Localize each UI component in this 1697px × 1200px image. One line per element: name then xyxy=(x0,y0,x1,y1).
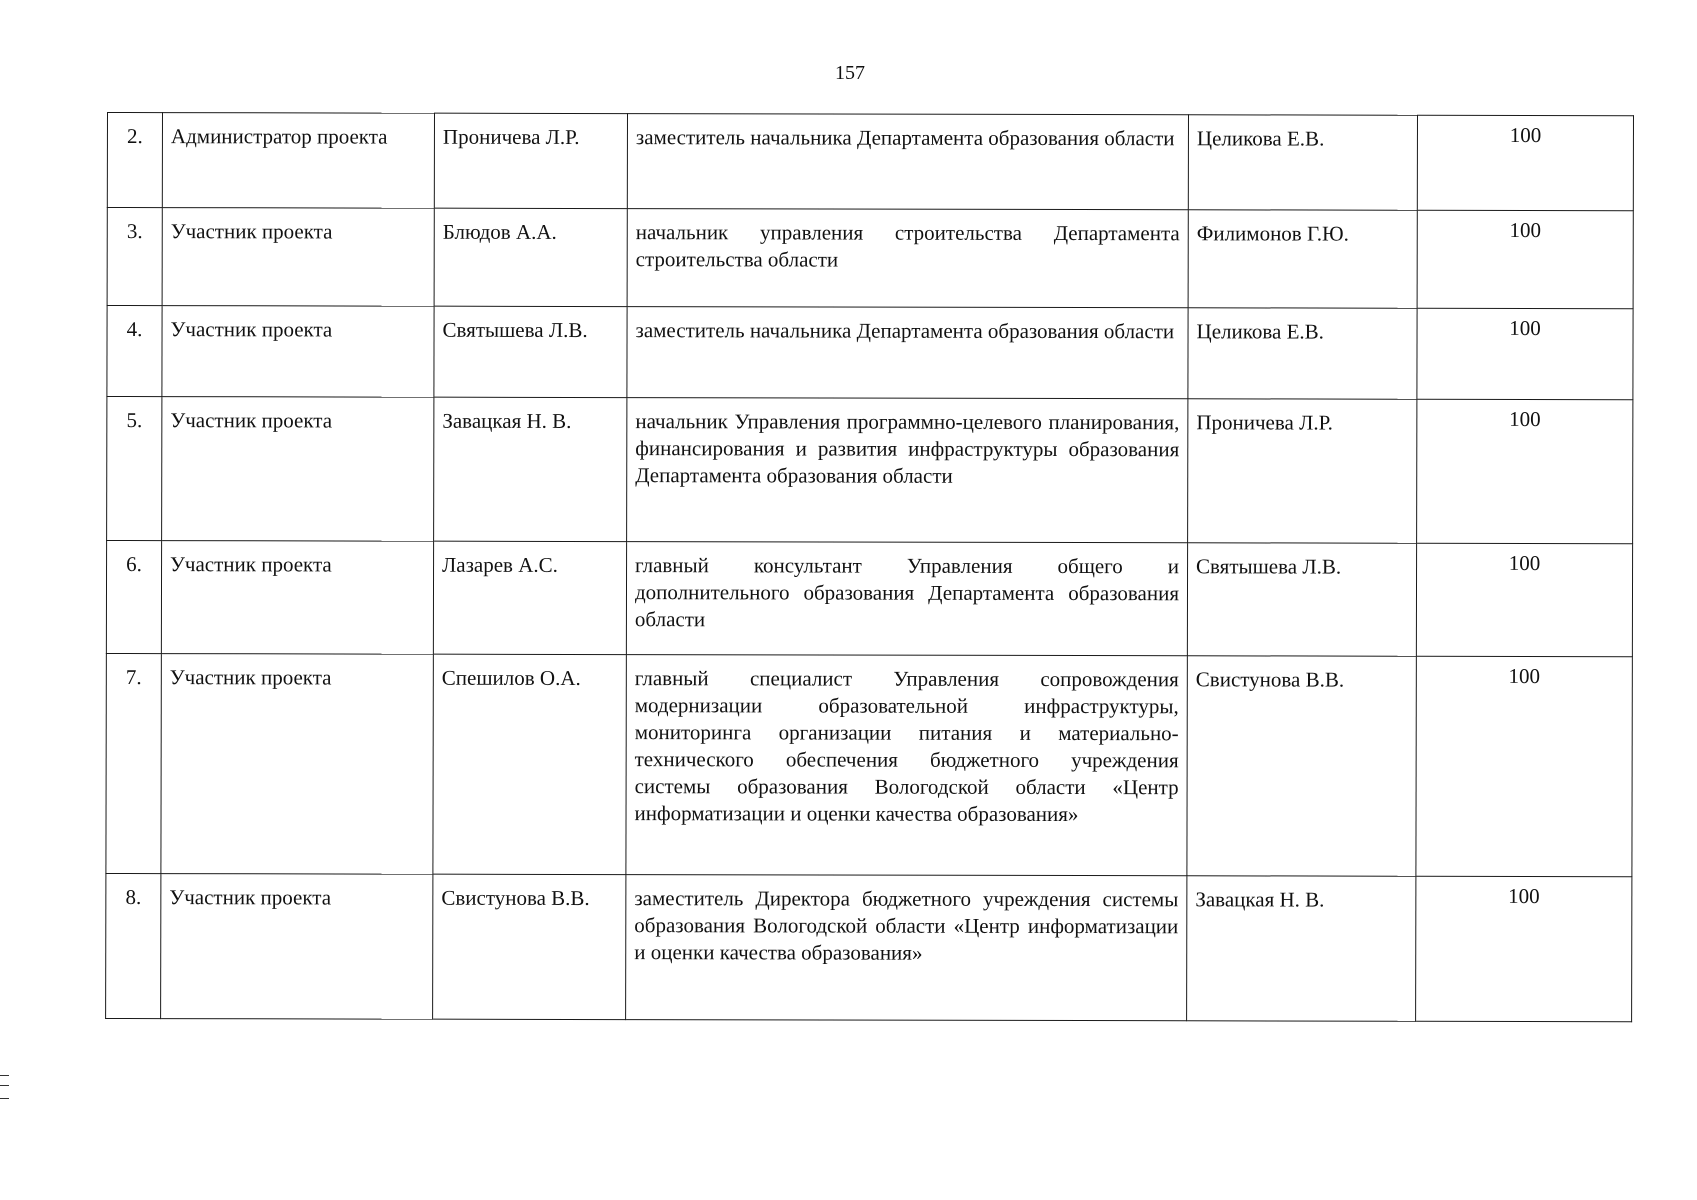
supervisor-cell: Святышева Л.В. xyxy=(1187,543,1416,656)
supervisor-cell: Целикова Е.В. xyxy=(1188,115,1417,210)
table-row xyxy=(107,306,1633,400)
name-cell: Лазарев А.С. xyxy=(433,541,626,654)
position-cell: начальник Управления программно-целевого планирования, финансирования и развития инфраструктуры образования Департамента образования области xyxy=(627,398,1188,543)
supervisor-cell: Завацкая Н. В. xyxy=(1187,876,1416,1021)
row-number: 6. xyxy=(106,541,161,654)
name-cell: Святышева Л.В. xyxy=(434,306,627,397)
supervisor-cell: Проничева Л.Р. xyxy=(1188,399,1417,543)
table-row xyxy=(106,653,1632,876)
role-cell: Участник проекта xyxy=(161,654,433,875)
row-number: 5. xyxy=(107,397,162,541)
project-team-table xyxy=(105,112,1634,1022)
role-cell: Участник проекта xyxy=(161,541,433,655)
name-cell: Блюдов А.А. xyxy=(434,208,627,306)
role-cell: Участник проекта xyxy=(162,208,434,307)
role-cell: Участник проекта xyxy=(161,874,433,1020)
share-cell: 100 xyxy=(1416,656,1632,876)
position-cell: заместитель Директора бюджетного учреждения системы образования Вологодской области «Центр информатизации и оценки качества образования» xyxy=(626,875,1187,1021)
supervisor-cell: Филимонов Г.Ю. xyxy=(1188,210,1417,308)
table-row xyxy=(106,873,1632,1021)
page-number: 157 xyxy=(835,62,865,84)
share-cell: 100 xyxy=(1417,308,1633,399)
role-cell: Администратор проекта xyxy=(162,113,434,209)
margin-mark xyxy=(0,1075,9,1099)
position-cell: главный консультант Управления общего и дополнительного образования Департамента образования области xyxy=(626,542,1187,656)
row-number: 3. xyxy=(107,208,162,306)
share-cell: 100 xyxy=(1416,876,1632,1021)
name-cell: Проничева Л.Р. xyxy=(434,113,627,208)
role-cell: Участник проекта xyxy=(162,306,434,398)
position-cell: заместитель начальника Департамента образования области xyxy=(627,307,1188,399)
project-team-table-wrapper xyxy=(105,112,1633,1022)
row-number: 7. xyxy=(106,653,161,873)
table-row xyxy=(106,541,1632,657)
table-row xyxy=(107,397,1633,544)
table-row xyxy=(107,208,1633,309)
row-number: 4. xyxy=(107,306,162,397)
table-row xyxy=(107,113,1633,211)
name-cell: Спешилов О.А. xyxy=(433,654,626,874)
share-cell: 100 xyxy=(1417,210,1633,308)
position-cell: начальник управления строительства Департамента строительства области xyxy=(627,209,1188,308)
row-number: 2. xyxy=(107,113,162,208)
name-cell: Свистунова В.В. xyxy=(433,874,626,1019)
name-cell: Завацкая Н. В. xyxy=(434,397,627,541)
supervisor-cell: Свистунова В.В. xyxy=(1187,656,1416,876)
share-cell: 100 xyxy=(1417,115,1633,210)
share-cell: 100 xyxy=(1416,543,1632,656)
position-cell: главный специалист Управления сопровождения модернизации образовательной инфраструктуры, мониторинга организации питания и материально-технического обеспечения бюджетного учреждения системы образования Вологодской области «Центр информатизации и оценки качества образования» xyxy=(626,655,1187,876)
role-cell: Участник проекта xyxy=(162,397,434,542)
supervisor-cell: Целикова Е.В. xyxy=(1188,308,1417,399)
row-number: 8. xyxy=(106,873,161,1018)
position-cell: заместитель начальника Департамента образования области xyxy=(627,114,1188,210)
share-cell: 100 xyxy=(1417,399,1633,543)
